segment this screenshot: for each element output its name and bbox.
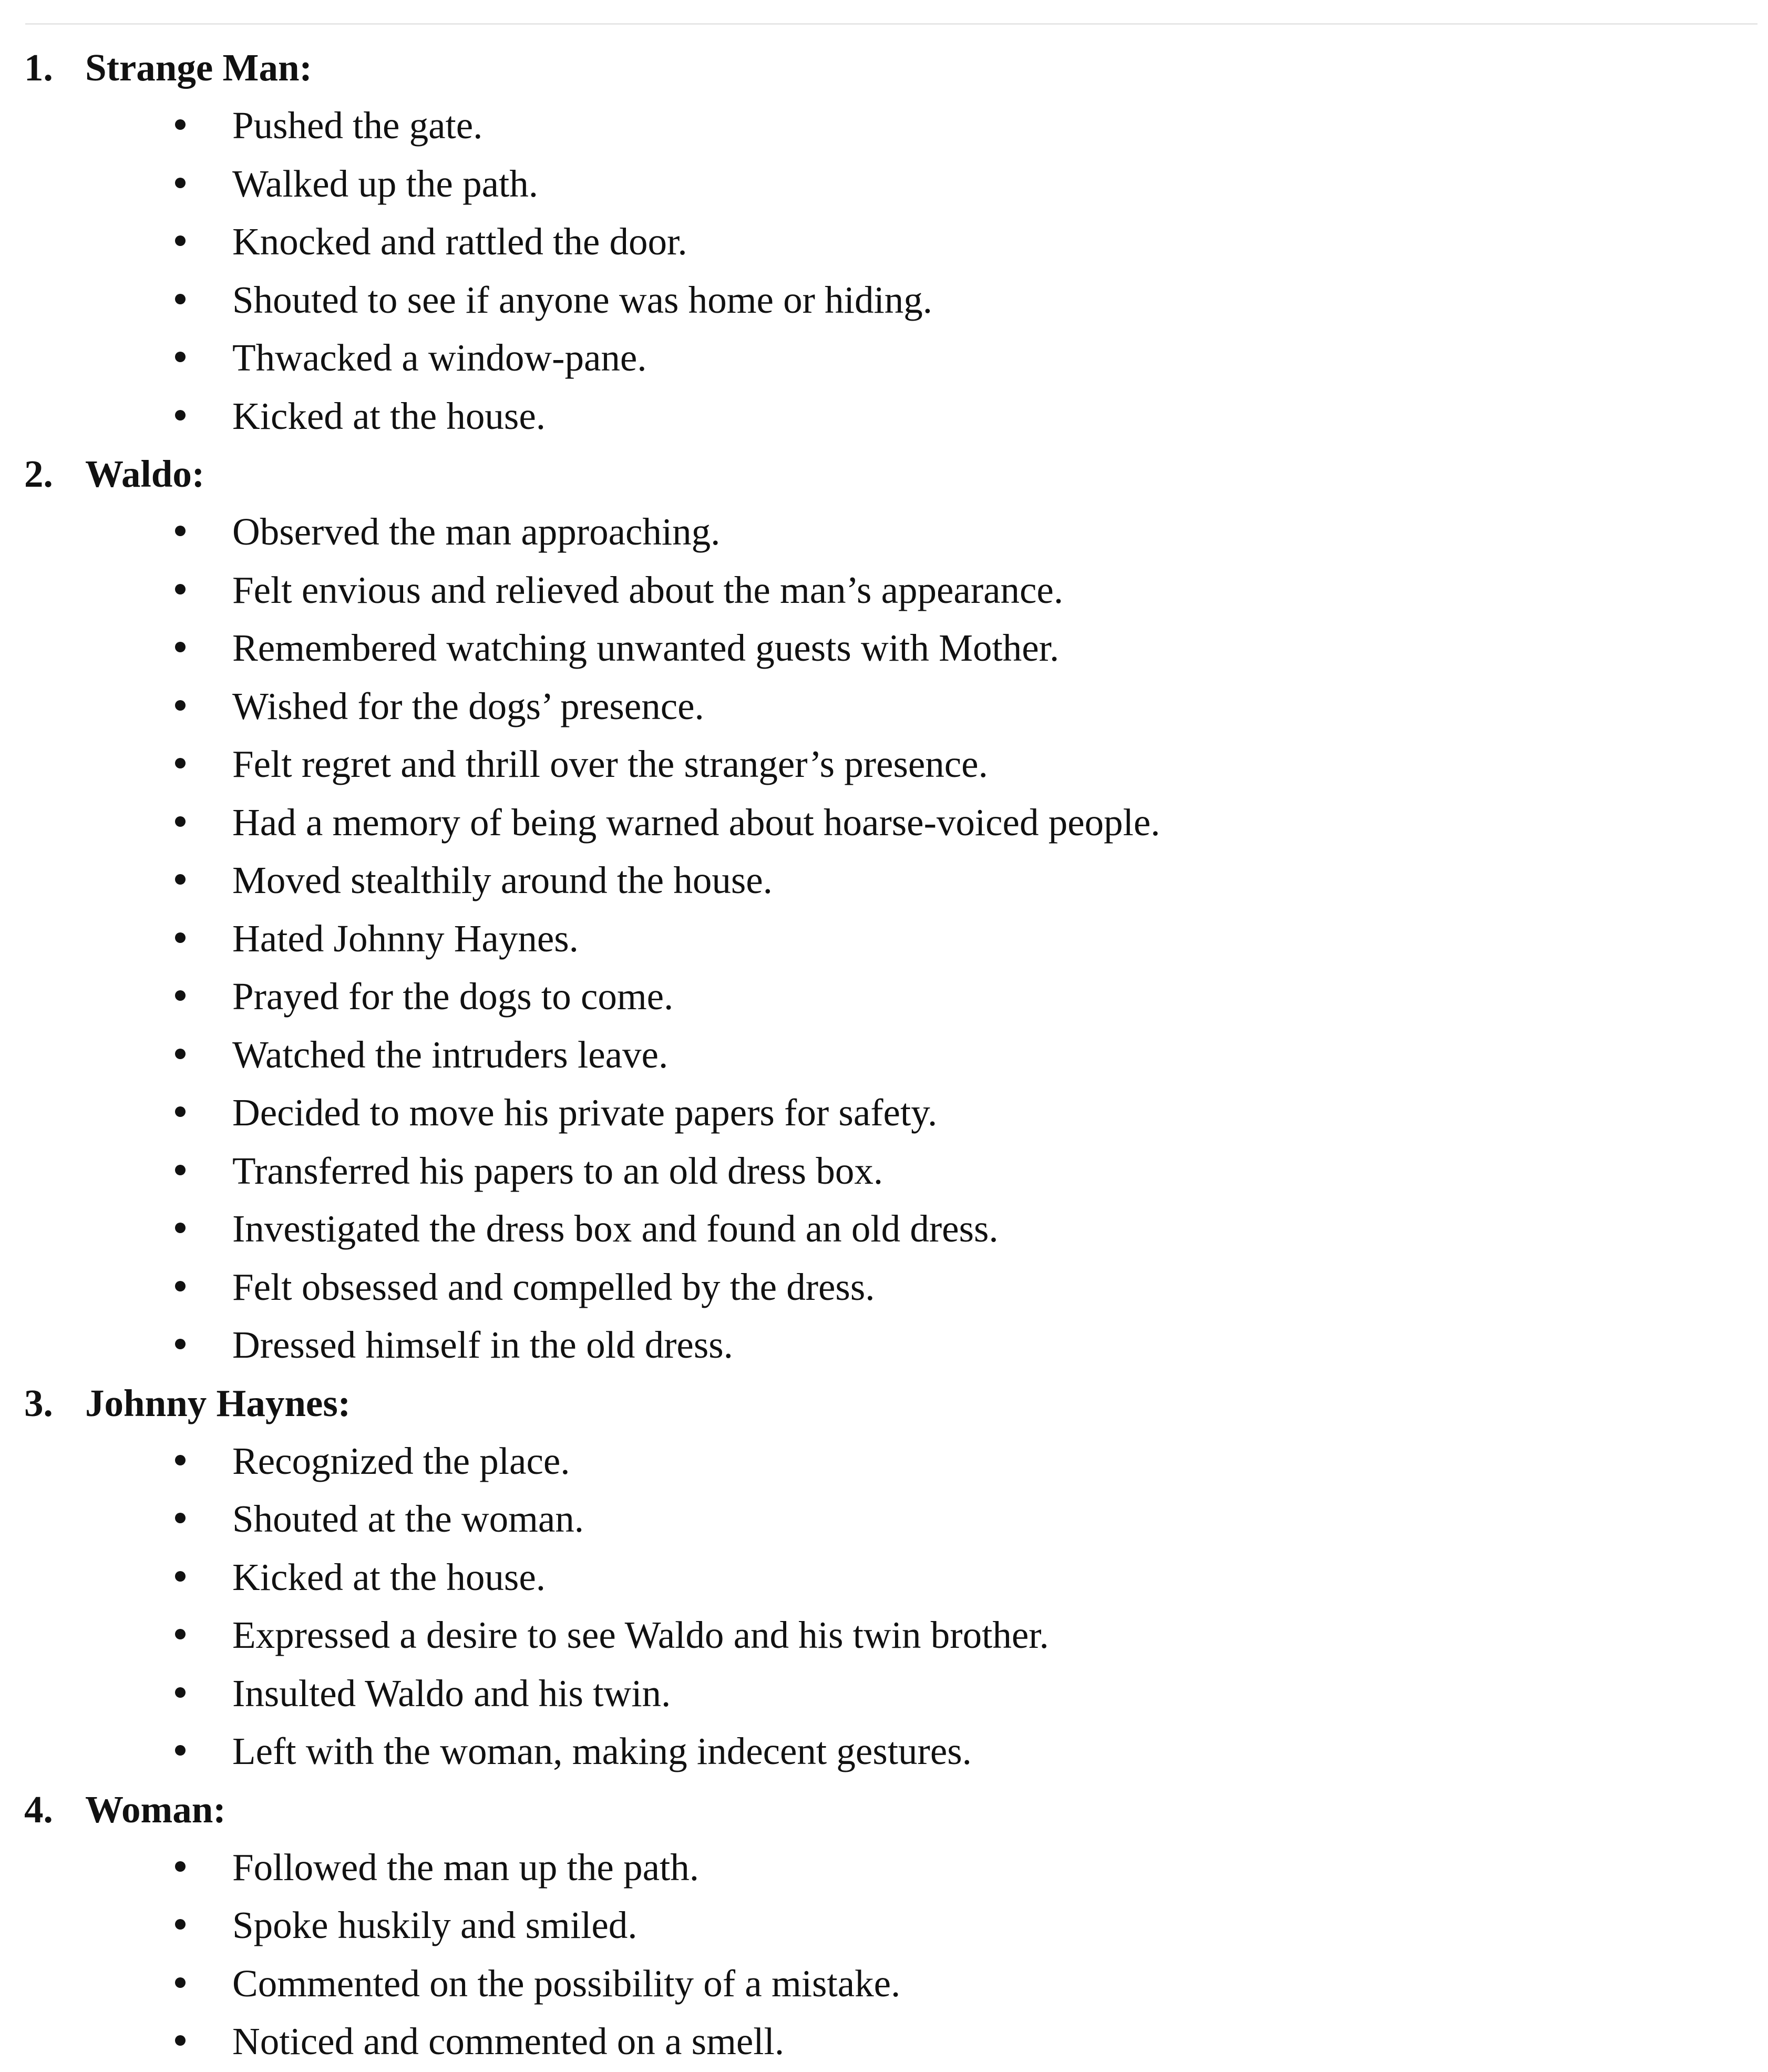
bullet-icon (175, 235, 186, 246)
list-item (0, 1200, 1768, 1258)
list-item (0, 2013, 1768, 2071)
bullet-icon (175, 584, 186, 594)
list-item (0, 619, 1768, 678)
section-waldo (0, 445, 1768, 1375)
bullet-icon (175, 816, 186, 827)
section-number: 1. (24, 46, 53, 89)
list-item-text: Decided to move his private papers for safety. (232, 1091, 938, 1134)
bullet-list (0, 503, 1768, 1375)
bullet-icon (175, 990, 186, 1001)
bullet-list (0, 1839, 1768, 2071)
list-item (0, 97, 1768, 155)
list-item-text: Dressed himself in the old dress. (232, 1324, 733, 1366)
bullet-icon (175, 410, 186, 420)
bullet-icon (175, 700, 186, 711)
bullet-icon (175, 2035, 186, 2046)
list-item-text: Commented on the possibility of a mistake. (232, 1962, 901, 2005)
list-item (0, 1896, 1768, 1955)
section-johnny-haynes (0, 1375, 1768, 1781)
list-item (0, 1665, 1768, 1723)
bullet-icon (175, 1049, 186, 1059)
bullet-list (0, 97, 1768, 445)
list-item-text: Transferred his papers to an old dress box. (232, 1149, 883, 1192)
list-item (0, 1839, 1768, 1897)
bullet-icon (175, 178, 186, 188)
bullet-icon (175, 1455, 186, 1465)
list-item-text: Shouted to see if anyone was home or hiding. (232, 278, 933, 321)
list-item (0, 1955, 1768, 2013)
bullet-icon (175, 874, 186, 885)
section-title: Woman: (85, 1788, 226, 1831)
bullet-icon (175, 758, 186, 768)
bullet-icon (175, 1106, 186, 1117)
list-item (0, 503, 1768, 561)
list-item-text: Felt regret and thrill over the stranger’s presence. (232, 743, 988, 785)
list-item-text: Recognized the place. (232, 1439, 570, 1482)
list-item-text: Insulted Waldo and his twin. (232, 1671, 671, 1715)
bullet-icon (175, 1165, 186, 1175)
list-item (0, 910, 1768, 968)
bullet-icon (175, 1687, 186, 1698)
list-item-text: Kicked at the house. (232, 394, 546, 437)
list-item-text: Remembered watching unwanted guests with Mother. (232, 627, 1060, 669)
list-item-text: Knocked and rattled the door. (232, 220, 687, 263)
list-item-text: Expressed a desire to see Waldo and his twin brother. (232, 1614, 1049, 1656)
bullet-icon (175, 352, 186, 362)
bullet-icon (175, 119, 186, 130)
list-item (0, 1026, 1768, 1084)
list-item (0, 968, 1768, 1026)
section-strange-man (0, 39, 1768, 445)
list-item-text: Watched the intruders leave. (232, 1033, 669, 1076)
list-item-text: Prayed for the dogs to come. (232, 975, 674, 1018)
list-item-text: Thwacked a window-pane. (232, 336, 647, 379)
list-item (0, 271, 1768, 330)
section-number: 4. (24, 1788, 53, 1831)
section-heading (0, 39, 1768, 97)
list-item-text: Noticed and commented on a smell. (232, 2020, 785, 2063)
bullet-icon (175, 1223, 186, 1233)
bullet-icon (175, 1339, 186, 1349)
list-item-text: Investigated the dress box and found an old dress. (232, 1207, 999, 1250)
bullet-icon (175, 1745, 186, 1756)
section-number: 3. (24, 1381, 53, 1424)
bullet-icon (175, 526, 186, 536)
list-item (0, 1084, 1768, 1142)
list-item-text: Wished for the dogs’ presence. (232, 684, 704, 727)
list-item-text: Spoke huskily and smiled. (232, 1904, 638, 1946)
section-heading (0, 1375, 1768, 1432)
list-item (0, 852, 1768, 910)
section-title: Waldo: (85, 453, 205, 495)
bullet-icon (175, 1513, 186, 1523)
section-title: Strange Man: (85, 46, 312, 89)
list-item-text: Walked up the path. (232, 162, 539, 205)
list-item (0, 155, 1768, 213)
bullet-icon (175, 1629, 186, 1639)
list-item-text: Kicked at the house. (232, 1555, 546, 1598)
list-item (0, 561, 1768, 620)
list-item (0, 1432, 1768, 1491)
bullet-icon (175, 1861, 186, 1872)
bullet-icon (175, 1571, 186, 1582)
section-woman (0, 1781, 1768, 2071)
bullet-icon (175, 932, 186, 943)
list-item (0, 735, 1768, 794)
list-item (0, 1548, 1768, 1607)
list-item (0, 387, 1768, 446)
list-item-text: Had a memory of being warned about hoarse-voiced people. (232, 801, 1160, 844)
list-item (0, 1490, 1768, 1548)
list-item-text: Felt envious and relieved about the man’s appearance. (232, 568, 1064, 611)
list-item (0, 329, 1768, 387)
list-item-text: Pushed the gate. (232, 104, 483, 147)
list-item-text: Followed the man up the path. (232, 1845, 700, 1889)
section-title: Johnny Haynes: (85, 1381, 351, 1424)
list-item (0, 1258, 1768, 1317)
list-item-text: Observed the man approaching. (232, 510, 721, 553)
bullet-icon (175, 1919, 186, 1930)
bullet-icon (175, 294, 186, 304)
bullet-icon (175, 1281, 186, 1291)
list-item (0, 213, 1768, 271)
list-item (0, 1142, 1768, 1201)
bullet-list (0, 1432, 1768, 1781)
list-item (0, 1316, 1768, 1375)
list-item-text: Felt obsessed and compelled by the dress. (232, 1265, 875, 1308)
list-item-text: Left with the woman, making indecent gestures. (232, 1730, 972, 1772)
list-item (0, 794, 1768, 852)
section-heading (0, 445, 1768, 503)
list-item-text: Shouted at the woman. (232, 1497, 584, 1540)
list-item-text: Hated Johnny Haynes. (232, 917, 579, 960)
list-item (0, 678, 1768, 736)
section-heading (0, 1781, 1768, 1839)
list-item (0, 1606, 1768, 1665)
top-divider (25, 23, 1757, 25)
document-body (0, 39, 1768, 2071)
list-item-text: Moved stealthily around the house. (232, 859, 773, 901)
bullet-icon (175, 642, 186, 652)
list-item (0, 1722, 1768, 1781)
section-number: 2. (24, 453, 53, 495)
bullet-icon (175, 1977, 186, 1988)
